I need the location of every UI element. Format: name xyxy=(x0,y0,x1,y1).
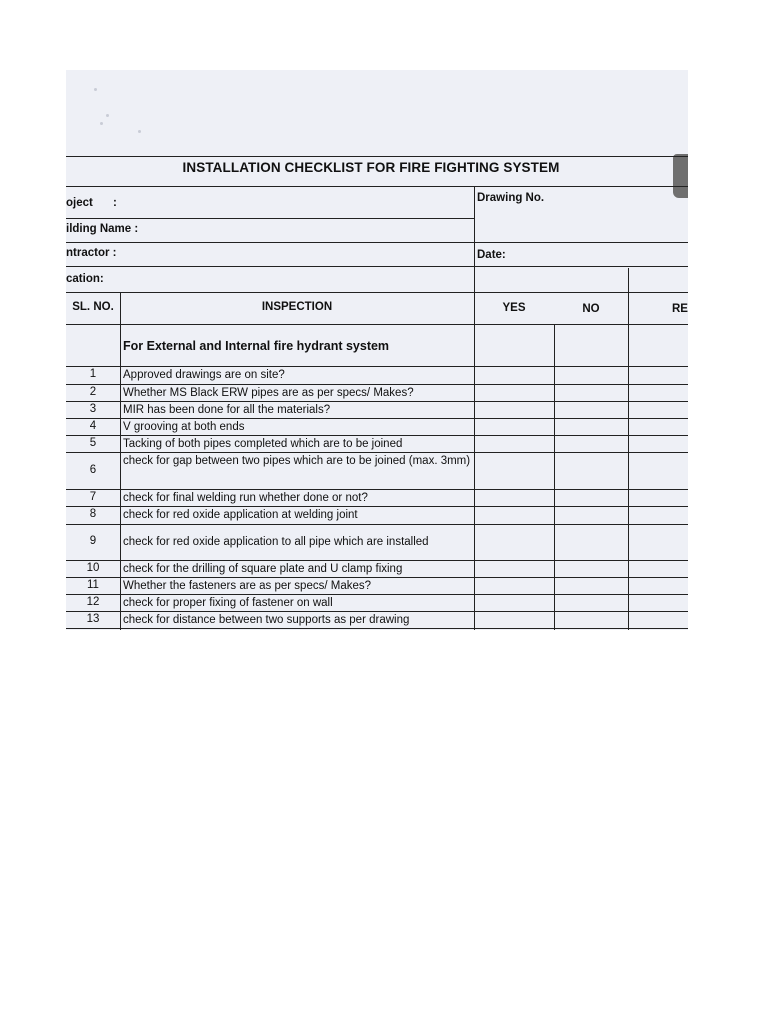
row-no-cell[interactable] xyxy=(555,435,628,452)
rule-location xyxy=(66,292,688,293)
row-no-cell[interactable] xyxy=(555,611,628,628)
table-row xyxy=(66,594,688,611)
row-inspection-text: check for the drilling of square plate and U clamp fixing xyxy=(123,562,403,575)
row-yes-cell[interactable] xyxy=(475,524,554,560)
table-row xyxy=(66,418,688,435)
row-remarks-cell[interactable] xyxy=(629,594,688,611)
row-yes-cell[interactable] xyxy=(475,611,554,628)
row-number: 8 xyxy=(89,508,97,520)
document-title: INSTALLATION CHECKLIST FOR FIRE FIGHTING SYSTEM xyxy=(182,160,560,175)
row-number: 6 xyxy=(89,463,97,476)
table-row xyxy=(66,452,688,489)
row-remarks-cell[interactable] xyxy=(629,366,688,384)
row-inspection-text: Approved drawings are on site? xyxy=(123,369,285,381)
row-rule xyxy=(66,628,688,629)
row-number: 13 xyxy=(86,612,100,625)
row-remarks-cell[interactable] xyxy=(629,611,688,628)
rule-building xyxy=(66,242,688,243)
row-no-cell[interactable] xyxy=(555,384,628,401)
column-header-yes: YES xyxy=(502,302,526,314)
row-number: 7 xyxy=(89,490,97,503)
section-heading: For External and Internal fire hydrant system xyxy=(123,339,390,353)
table-row xyxy=(66,489,688,506)
table-row xyxy=(66,366,688,384)
row-no-cell[interactable] xyxy=(555,452,628,489)
row-inspection-text: check for proper fixing of fastener on wall xyxy=(123,596,333,609)
row-yes-cell[interactable] xyxy=(475,577,554,594)
column-header-sl-no: SL. NO. xyxy=(72,301,114,313)
row-no-cell[interactable] xyxy=(555,401,628,418)
row-yes-cell[interactable] xyxy=(475,560,554,577)
row-number: 5 xyxy=(89,436,97,449)
contractor-label: ntractor : xyxy=(66,247,117,259)
row-inspection-text: Tacking of both pipes completed which are to be joined xyxy=(123,437,403,450)
rule-title-bottom xyxy=(66,186,688,187)
date-label: Date: xyxy=(477,249,506,261)
row-remarks-cell[interactable] xyxy=(629,384,688,401)
paper-speck xyxy=(138,130,141,133)
row-no-cell[interactable] xyxy=(555,418,628,435)
row-inspection-text: check for final welding run whether done or not? xyxy=(123,491,368,504)
row-remarks-cell[interactable] xyxy=(629,560,688,577)
row-no-cell[interactable] xyxy=(555,366,628,384)
row-remarks-cell[interactable] xyxy=(629,401,688,418)
row-inspection-text: MIR has been done for all the materials? xyxy=(123,403,331,416)
row-yes-cell[interactable] xyxy=(475,506,554,524)
row-number: 2 xyxy=(89,385,97,398)
row-yes-cell[interactable] xyxy=(475,452,554,489)
table-row xyxy=(66,384,688,401)
row-yes-cell[interactable] xyxy=(475,594,554,611)
rule-table-header xyxy=(66,324,688,325)
row-remarks-cell[interactable] xyxy=(629,524,688,560)
row-remarks-cell[interactable] xyxy=(629,452,688,489)
table-row xyxy=(66,435,688,452)
column-header-remarks: RE xyxy=(672,303,688,315)
row-inspection-text: check for red oxide application at welding joint xyxy=(123,509,358,521)
location-label: cation: xyxy=(66,273,104,285)
row-no-cell[interactable] xyxy=(555,577,628,594)
column-header-no: NO xyxy=(582,303,600,315)
column-header-inspection: INSPECTION xyxy=(261,301,333,313)
row-yes-cell[interactable] xyxy=(475,384,554,401)
row-inspection-text: check for gap between two pipes which are to be joined (max. 3mm) xyxy=(123,455,471,467)
row-number: 11 xyxy=(87,578,99,591)
paper-speck xyxy=(106,114,109,117)
row-inspection-text: Whether MS Black ERW pipes are as per specs/ Makes? xyxy=(123,386,414,399)
rule-top xyxy=(66,156,688,157)
row-number: 9 xyxy=(89,535,97,547)
row-no-cell[interactable] xyxy=(555,506,628,524)
row-number: 4 xyxy=(89,419,97,432)
row-no-cell[interactable] xyxy=(555,524,628,560)
row-inspection-text: V grooving at both ends xyxy=(123,420,245,433)
row-inspection-text: Whether the fasteners are as per specs/ Makes? xyxy=(123,579,372,592)
row-yes-cell[interactable] xyxy=(475,489,554,506)
row-remarks-cell[interactable] xyxy=(629,435,688,452)
row-no-cell[interactable] xyxy=(555,594,628,611)
scanned-checklist xyxy=(66,70,688,630)
project-label: oject xyxy=(66,197,93,209)
building-name-label: ilding Name : xyxy=(66,223,139,235)
row-remarks-cell[interactable] xyxy=(629,418,688,435)
rule-project xyxy=(66,218,474,219)
row-number: 3 xyxy=(89,402,97,415)
table-row xyxy=(66,506,688,524)
paper-speck xyxy=(94,88,97,91)
row-inspection-text: check for red oxide application to all pipe which are installed xyxy=(123,536,429,548)
row-remarks-cell[interactable] xyxy=(629,577,688,594)
paper-speck xyxy=(100,122,103,125)
row-yes-cell[interactable] xyxy=(475,401,554,418)
row-remarks-cell[interactable] xyxy=(629,489,688,506)
row-no-cell[interactable] xyxy=(555,560,628,577)
table-row xyxy=(66,611,688,628)
row-yes-cell[interactable] xyxy=(475,418,554,435)
rule-contractor xyxy=(66,266,688,267)
row-number: 12 xyxy=(86,595,100,608)
row-inspection-text: check for distance between two supports as per drawing xyxy=(123,613,410,626)
row-yes-cell[interactable] xyxy=(475,366,554,384)
rule-field-divider xyxy=(474,186,475,292)
table-row xyxy=(66,577,688,594)
table-row xyxy=(66,524,688,560)
row-number: 10 xyxy=(86,561,100,574)
row-number: 1 xyxy=(89,368,97,380)
project-colon: : xyxy=(113,197,117,209)
row-yes-cell[interactable] xyxy=(475,435,554,452)
drawing-no-label: Drawing No. xyxy=(477,192,545,204)
row-remarks-cell[interactable] xyxy=(629,506,688,524)
table-row xyxy=(66,401,688,418)
row-no-cell[interactable] xyxy=(555,489,628,506)
table-row xyxy=(66,560,688,577)
